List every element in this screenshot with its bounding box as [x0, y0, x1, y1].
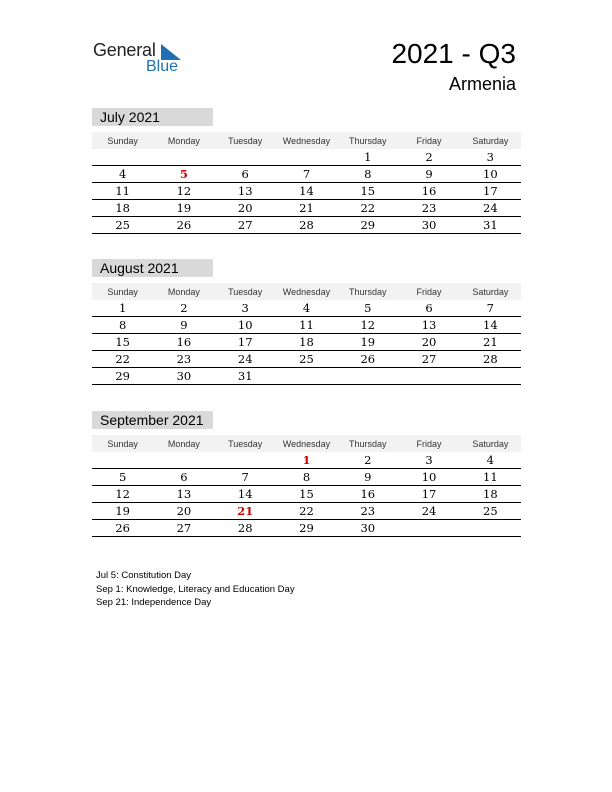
holiday-notes: [96, 569, 295, 610]
day-cell: 6: [215, 166, 276, 183]
empty-day-cell: [398, 368, 459, 385]
day-cell: 27: [215, 217, 276, 234]
week-row: [92, 503, 521, 520]
holiday-note: Sep 1: Knowledge, Literacy and Education Day: [96, 583, 295, 595]
day-cell: 29: [92, 368, 153, 385]
week-row: [92, 368, 521, 385]
day-cell: 24: [215, 351, 276, 368]
day-cell: 26: [337, 351, 398, 368]
day-cell: 17: [398, 486, 459, 503]
weekday-header: Monday: [153, 435, 214, 452]
day-cell: 6: [398, 300, 459, 317]
day-cell: 9: [337, 469, 398, 486]
holiday-day-cell: 5: [153, 166, 214, 183]
day-cell: 22: [276, 503, 337, 520]
day-cell: 27: [398, 351, 459, 368]
day-cell: 15: [337, 183, 398, 200]
weekday-header: Wednesday: [276, 283, 337, 300]
month-grid: [92, 132, 521, 234]
day-cell: 26: [153, 217, 214, 234]
day-cell: 28: [460, 351, 521, 368]
week-row: [92, 334, 521, 351]
month-label: September 2021: [92, 411, 213, 429]
week-row: [92, 452, 521, 469]
day-cell: 10: [398, 469, 459, 486]
day-cell: 2: [337, 452, 398, 469]
logo-text-general: General: [93, 40, 156, 60]
empty-day-cell: [460, 520, 521, 537]
empty-day-cell: [276, 368, 337, 385]
week-row: [92, 217, 521, 234]
month-block: [92, 411, 521, 537]
logo-text-blue: Blue: [146, 58, 179, 75]
day-cell: 30: [153, 368, 214, 385]
day-cell: 16: [337, 486, 398, 503]
weekday-header: Thursday: [337, 132, 398, 149]
weekday-header: Friday: [398, 132, 459, 149]
week-row: [92, 166, 521, 183]
week-row: [92, 149, 521, 166]
week-row: [92, 469, 521, 486]
empty-day-cell: [215, 149, 276, 166]
day-cell: 20: [215, 200, 276, 217]
day-cell: 28: [215, 520, 276, 537]
weekday-header: Sunday: [92, 435, 153, 452]
day-cell: 23: [337, 503, 398, 520]
weekday-header: Thursday: [337, 435, 398, 452]
day-cell: 29: [337, 217, 398, 234]
day-cell: 25: [92, 217, 153, 234]
day-cell: 9: [153, 317, 214, 334]
empty-day-cell: [398, 520, 459, 537]
weekday-header: Tuesday: [215, 435, 276, 452]
day-cell: 7: [460, 300, 521, 317]
day-cell: 3: [398, 452, 459, 469]
month-block: [92, 108, 521, 234]
day-cell: 10: [215, 317, 276, 334]
day-cell: 11: [460, 469, 521, 486]
weekday-header: Saturday: [460, 435, 521, 452]
day-cell: 30: [398, 217, 459, 234]
weekday-header: Monday: [153, 283, 214, 300]
day-cell: 25: [276, 351, 337, 368]
day-cell: 2: [153, 300, 214, 317]
day-cell: 13: [215, 183, 276, 200]
day-cell: 17: [215, 334, 276, 351]
day-cell: 5: [92, 469, 153, 486]
holiday-note: Sep 21: Independence Day: [96, 597, 212, 608]
weekday-header: Wednesday: [276, 132, 337, 149]
day-cell: 24: [460, 200, 521, 217]
day-cell: 28: [276, 217, 337, 234]
month-grid: [92, 283, 521, 385]
day-cell: 23: [398, 200, 459, 217]
week-row: [92, 300, 521, 317]
day-cell: 13: [153, 486, 214, 503]
day-cell: 6: [153, 469, 214, 486]
weekday-header: Tuesday: [215, 283, 276, 300]
day-cell: 19: [337, 334, 398, 351]
week-row: [92, 200, 521, 217]
day-cell: 18: [460, 486, 521, 503]
empty-day-cell: [153, 452, 214, 469]
day-cell: 24: [398, 503, 459, 520]
day-cell: 15: [276, 486, 337, 503]
week-row: [92, 520, 521, 537]
day-cell: 15: [92, 334, 153, 351]
day-cell: 27: [153, 520, 214, 537]
week-row: [92, 486, 521, 503]
week-row: [92, 351, 521, 368]
day-cell: 31: [215, 368, 276, 385]
day-cell: 2: [398, 149, 459, 166]
day-cell: 8: [276, 469, 337, 486]
day-cell: 22: [337, 200, 398, 217]
day-cell: 23: [153, 351, 214, 368]
day-cell: 11: [276, 317, 337, 334]
day-cell: 12: [337, 317, 398, 334]
week-row: [92, 183, 521, 200]
month-label: August 2021: [92, 259, 213, 277]
weekday-header: Sunday: [92, 283, 153, 300]
weekday-header: Thursday: [337, 283, 398, 300]
day-cell: 26: [92, 520, 153, 537]
day-cell: 7: [215, 469, 276, 486]
day-cell: 29: [276, 520, 337, 537]
day-cell: 1: [337, 149, 398, 166]
holiday-day-cell: 21: [215, 503, 276, 520]
weekday-header: Saturday: [460, 283, 521, 300]
day-cell: 20: [398, 334, 459, 351]
empty-day-cell: [92, 149, 153, 166]
weekday-header: Tuesday: [215, 132, 276, 149]
holiday-day-cell: 1: [276, 452, 337, 469]
day-cell: 7: [276, 166, 337, 183]
empty-day-cell: [215, 452, 276, 469]
empty-day-cell: [92, 452, 153, 469]
day-cell: 9: [398, 166, 459, 183]
month-label: July 2021: [92, 108, 213, 126]
day-cell: 14: [460, 317, 521, 334]
generalblue-logo: [93, 40, 203, 80]
day-cell: 16: [398, 183, 459, 200]
empty-day-cell: [337, 368, 398, 385]
day-cell: 18: [276, 334, 337, 351]
empty-day-cell: [153, 149, 214, 166]
day-cell: 16: [153, 334, 214, 351]
day-cell: 5: [337, 300, 398, 317]
day-cell: 31: [460, 217, 521, 234]
day-cell: 4: [460, 452, 521, 469]
day-cell: 19: [153, 200, 214, 217]
day-cell: 8: [337, 166, 398, 183]
day-cell: 18: [92, 200, 153, 217]
day-cell: 30: [337, 520, 398, 537]
month-block: [92, 259, 521, 385]
day-cell: 14: [276, 183, 337, 200]
week-row: [92, 317, 521, 334]
day-cell: 12: [153, 183, 214, 200]
day-cell: 13: [398, 317, 459, 334]
holiday-note: Jul 5: Constitution Day: [96, 570, 192, 581]
day-cell: 17: [460, 183, 521, 200]
day-cell: 10: [460, 166, 521, 183]
day-cell: 1: [92, 300, 153, 317]
page-title: 2021 - Q3: [391, 38, 516, 69]
weekday-header: Sunday: [92, 132, 153, 149]
day-cell: 3: [460, 149, 521, 166]
day-cell: 21: [460, 334, 521, 351]
weekday-header: Friday: [398, 435, 459, 452]
day-cell: 20: [153, 503, 214, 520]
weekday-header: Saturday: [460, 132, 521, 149]
empty-day-cell: [460, 368, 521, 385]
weekday-header: Wednesday: [276, 435, 337, 452]
weekday-header: Monday: [153, 132, 214, 149]
day-cell: 25: [460, 503, 521, 520]
day-cell: 14: [215, 486, 276, 503]
day-cell: 22: [92, 351, 153, 368]
day-cell: 12: [92, 486, 153, 503]
day-cell: 21: [276, 200, 337, 217]
day-cell: 8: [92, 317, 153, 334]
day-cell: 11: [92, 183, 153, 200]
weekday-header: Friday: [398, 283, 459, 300]
empty-day-cell: [276, 149, 337, 166]
day-cell: 4: [276, 300, 337, 317]
month-grid: [92, 435, 521, 537]
day-cell: 3: [215, 300, 276, 317]
country-name: Armenia: [448, 74, 516, 94]
day-cell: 4: [92, 166, 153, 183]
day-cell: 19: [92, 503, 153, 520]
